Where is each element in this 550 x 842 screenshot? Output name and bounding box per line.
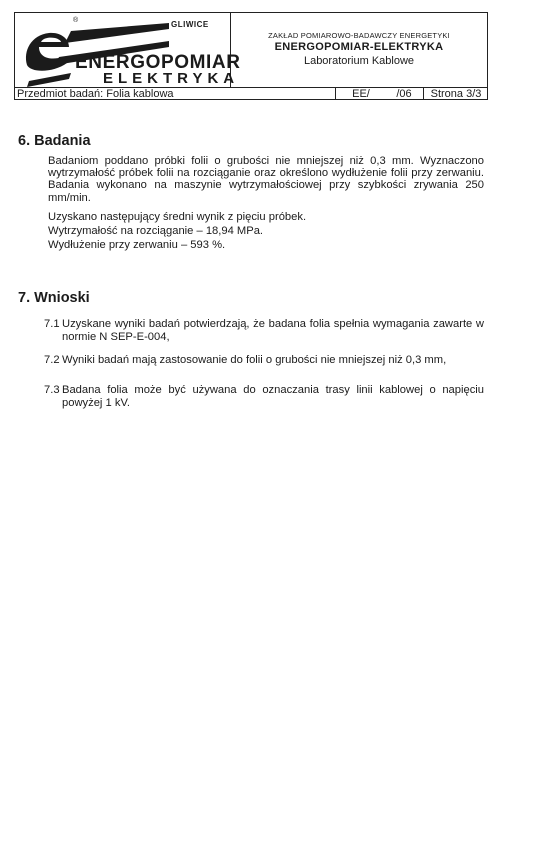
document-header (14, 12, 488, 100)
conclusion-item (44, 318, 484, 346)
company-logo (15, 13, 241, 87)
conclusion-number: 7.2 (44, 354, 60, 366)
subject-row (15, 87, 487, 100)
section-6-heading: 6. Badania (18, 133, 91, 149)
page-number: Strona 3/3 (423, 88, 488, 100)
logo-city: GLIWICE (171, 20, 209, 29)
test-subject: Przedmiot badań: Folia kablowa (17, 88, 174, 100)
conclusion-item (44, 384, 484, 412)
document-reference (335, 88, 487, 100)
conclusion-number: 7.3 (44, 384, 60, 396)
registered-mark: ® (73, 17, 79, 24)
organization-line1: ZAKŁAD POMIAROWO-BADAWCZY ENERGETYKI (268, 31, 450, 40)
conclusion-text: Badana folia może być używana do oznaczania trasy linii kablowej o napięciu powyżej 1 kV. (62, 384, 484, 409)
logo-name-line1: ENERGOPOMIAR (75, 52, 241, 73)
conclusion-text: Wyniki badań mają zastosowanie do folii o grubości nie mniejszej niż 0,3 mm, (62, 354, 447, 366)
document-code: EE/ (335, 88, 386, 100)
result-elongation: Wydłużenie przy zerwaniu – 593 %. (48, 239, 226, 251)
result-intro: Uzyskano następujący średni wynik z pięciu próbek. (48, 211, 307, 223)
document-year: /06 (396, 88, 412, 100)
section-7-heading: 7. Wnioski (18, 290, 90, 306)
conclusion-text: Uzyskane wyniki badań potwierdzają, że badana folia spełnia wymagania zawarte w normie N SEP-E-004, (62, 318, 484, 343)
result-strength: Wytrzymałość na rozciąganie – 18,94 MPa. (48, 225, 264, 237)
organization-line3: Laboratorium Kablowe (303, 55, 415, 67)
logo-name-line2: ELEKTRYKA (103, 70, 240, 87)
organization-line2: ENERGOPOMIAR-ELEKTRYKA (274, 41, 444, 53)
organization-block (231, 13, 487, 87)
conclusion-number: 7.1 (44, 318, 60, 330)
section-6-paragraph: Badaniom poddano próbki folii o grubości nie mniejszej niż 0,3 mm. Wyznaczono wytrzymałość próbek folii na rozciąganie oraz określono wydłużenie folii przy zerwaniu. Badania wykonano na maszynie wytrzymałościowej przy szybkości zrywania 250 mm/min. (48, 155, 484, 204)
conclusion-item (44, 354, 484, 368)
